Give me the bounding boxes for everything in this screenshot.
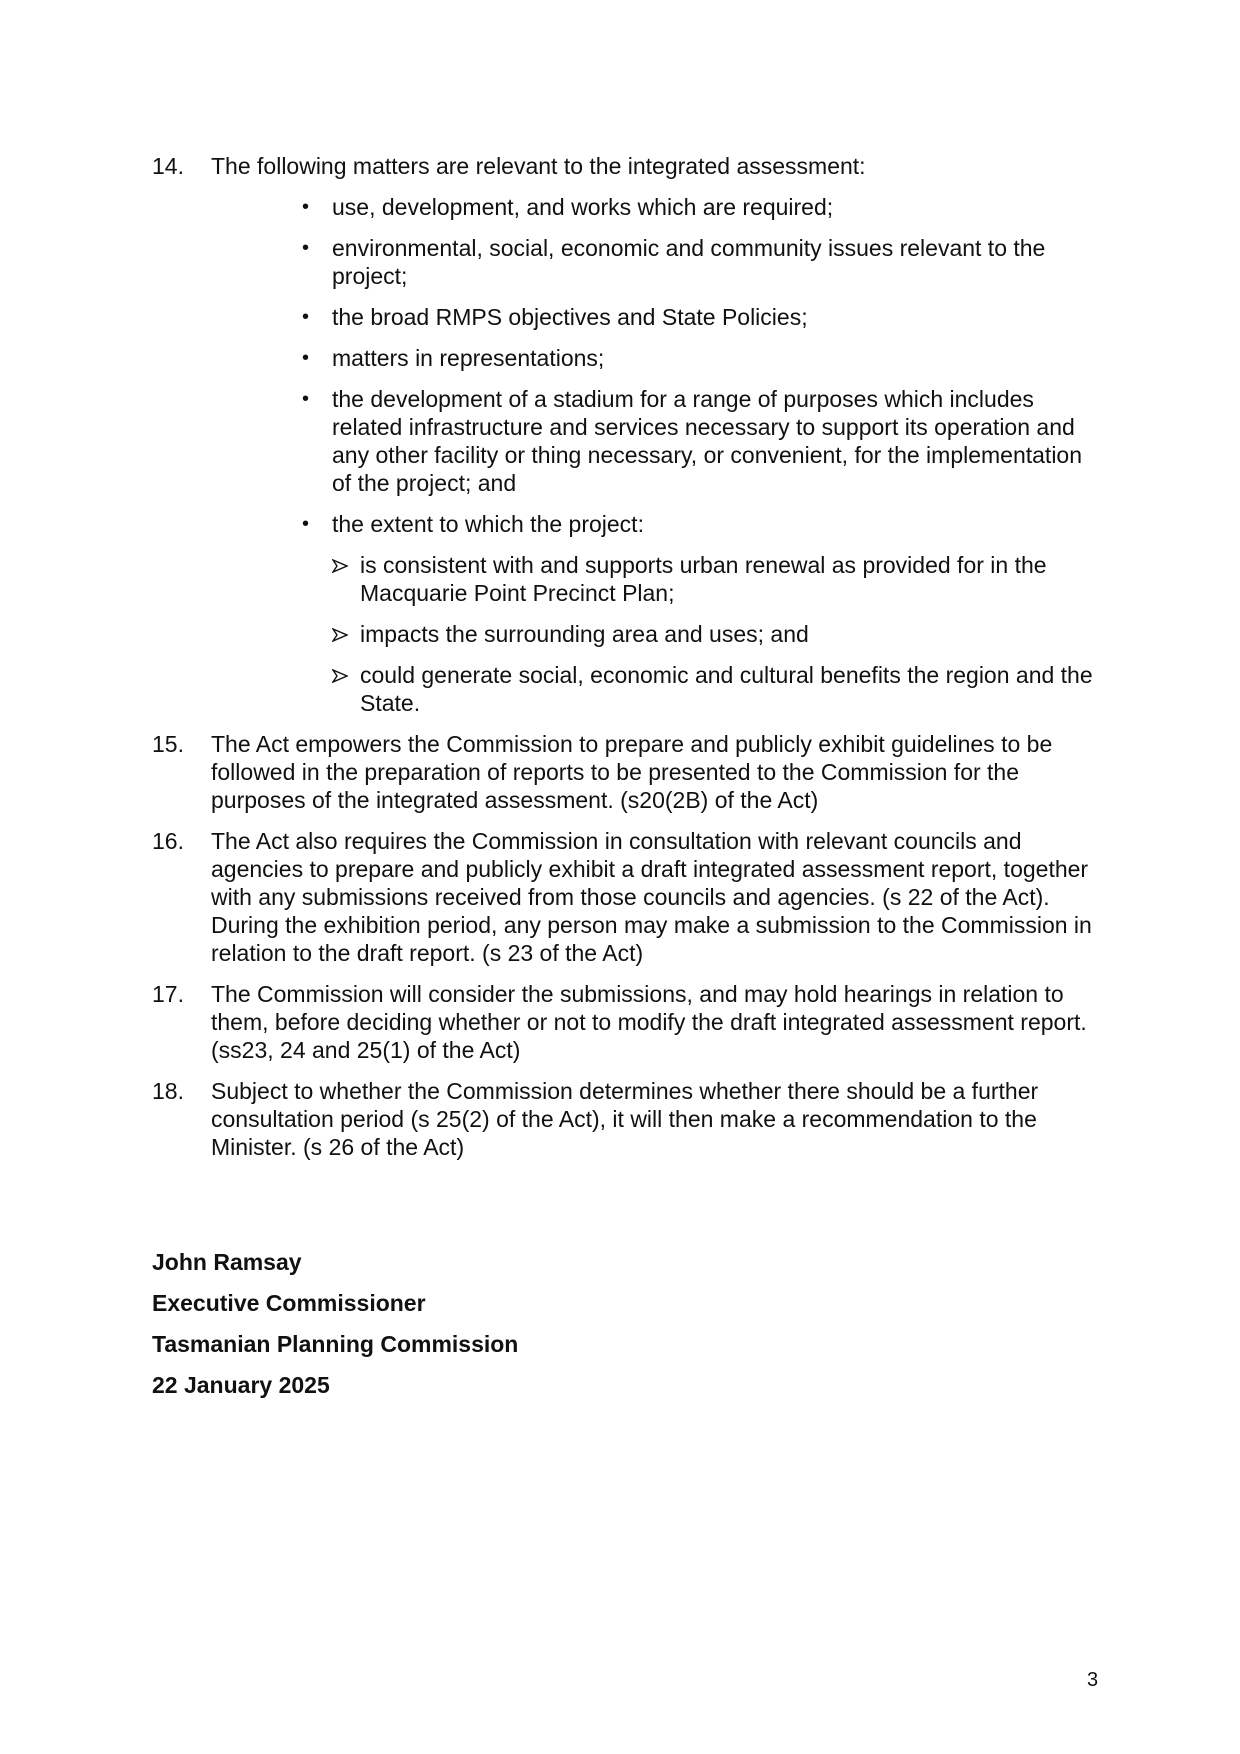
bullet-icon: • <box>302 196 310 218</box>
paragraph-17 <box>152 980 1102 1064</box>
paragraph-text: The following matters are relevant to the integrated assessment: <box>211 153 866 179</box>
list-item <box>332 620 1102 648</box>
paragraph-number: 16. <box>152 828 184 854</box>
page-number: 3 <box>1087 1669 1099 1691</box>
signatory-organisation: Tasmanian Planning Commission <box>152 1331 519 1357</box>
list-item <box>302 344 1102 372</box>
paragraph-16 <box>152 827 1102 967</box>
paragraph-number: 15. <box>152 731 184 757</box>
list-item-text: the broad RMPS objectives and State Policies; <box>332 304 808 330</box>
list-item <box>332 661 1102 717</box>
bullet-icon: • <box>302 237 310 259</box>
paragraph-number: 17. <box>152 981 184 1007</box>
bullet-list <box>302 193 1102 717</box>
list-item-text: matters in representations; <box>332 345 605 371</box>
signature-date: 22 January 2025 <box>152 1372 330 1398</box>
paragraph-text: The Commission will consider the submissions, and may hold hearings in relation to them, before deciding whether or not to modify the draft integrated assessment report. (ss23, 24 and 25(1) of the Act) <box>211 981 1087 1063</box>
signature-block <box>152 1248 518 1412</box>
bullet-icon: • <box>302 513 310 535</box>
list-item <box>302 234 1102 290</box>
list-item-text: the development of a stadium for a range of purposes which includes related infrastructure and services necessary to support its operation and any other facility or thing necessary, or convenient, for the implementation of the project; and <box>332 386 1083 496</box>
arrow-bullet-icon <box>332 620 360 648</box>
list-item-text: is consistent with and supports urban renewal as provided for in the Macquarie Point Precinct Plan; <box>360 552 1047 606</box>
list-item <box>302 303 1102 331</box>
body-content <box>152 152 1102 1174</box>
list-item <box>302 193 1102 221</box>
list-item-text: environmental, social, economic and community issues relevant to the project; <box>332 235 1046 289</box>
list-item-text: use, development, and works which are required; <box>332 194 834 220</box>
paragraph-14 <box>152 152 1102 180</box>
list-item-text: impacts the surrounding area and uses; and <box>360 621 809 647</box>
paragraph-text: Subject to whether the Commission determines whether there should be a further consultation period (s 25(2) of the Act), it will then make a recommendation to the Minister. (s 26 of the Act) <box>211 1078 1039 1160</box>
list-item-text: could generate social, economic and cultural benefits the region and the State. <box>360 662 1093 716</box>
signatory-title: Executive Commissioner <box>152 1290 426 1316</box>
bullet-icon: • <box>302 306 310 328</box>
paragraph-number: 14. <box>152 153 184 179</box>
list-item-text: the extent to which the project: <box>332 511 644 537</box>
list-item <box>302 385 1102 497</box>
arrow-bullet-icon <box>332 661 360 717</box>
arrow-list <box>332 551 1102 717</box>
bullet-icon: • <box>302 347 310 369</box>
signatory-name: John Ramsay <box>152 1249 302 1275</box>
paragraph-number: 18. <box>152 1078 184 1104</box>
list-item <box>332 551 1102 607</box>
paragraph-18 <box>152 1077 1102 1161</box>
paragraph-15 <box>152 730 1102 814</box>
arrow-bullet-icon <box>332 551 360 607</box>
paragraph-text: The Act also requires the Commission in consultation with relevant councils and agencies to prepare and publicly exhibit a draft integrated assessment report, together with any submissions received from those councils and agencies. (s 22 of the Act). During the exhibition period, any person may make a submission to the Commission in relation to the draft report. (s 23 of the Act) <box>211 828 1092 966</box>
list-item <box>302 510 1102 538</box>
bullet-icon: • <box>302 388 310 410</box>
paragraph-text: The Act empowers the Commission to prepare and publicly exhibit guidelines to be followed in the preparation of reports to be presented to the Commission for the purposes of the integrated assessment. (s20(2B) of the Act) <box>211 731 1053 813</box>
